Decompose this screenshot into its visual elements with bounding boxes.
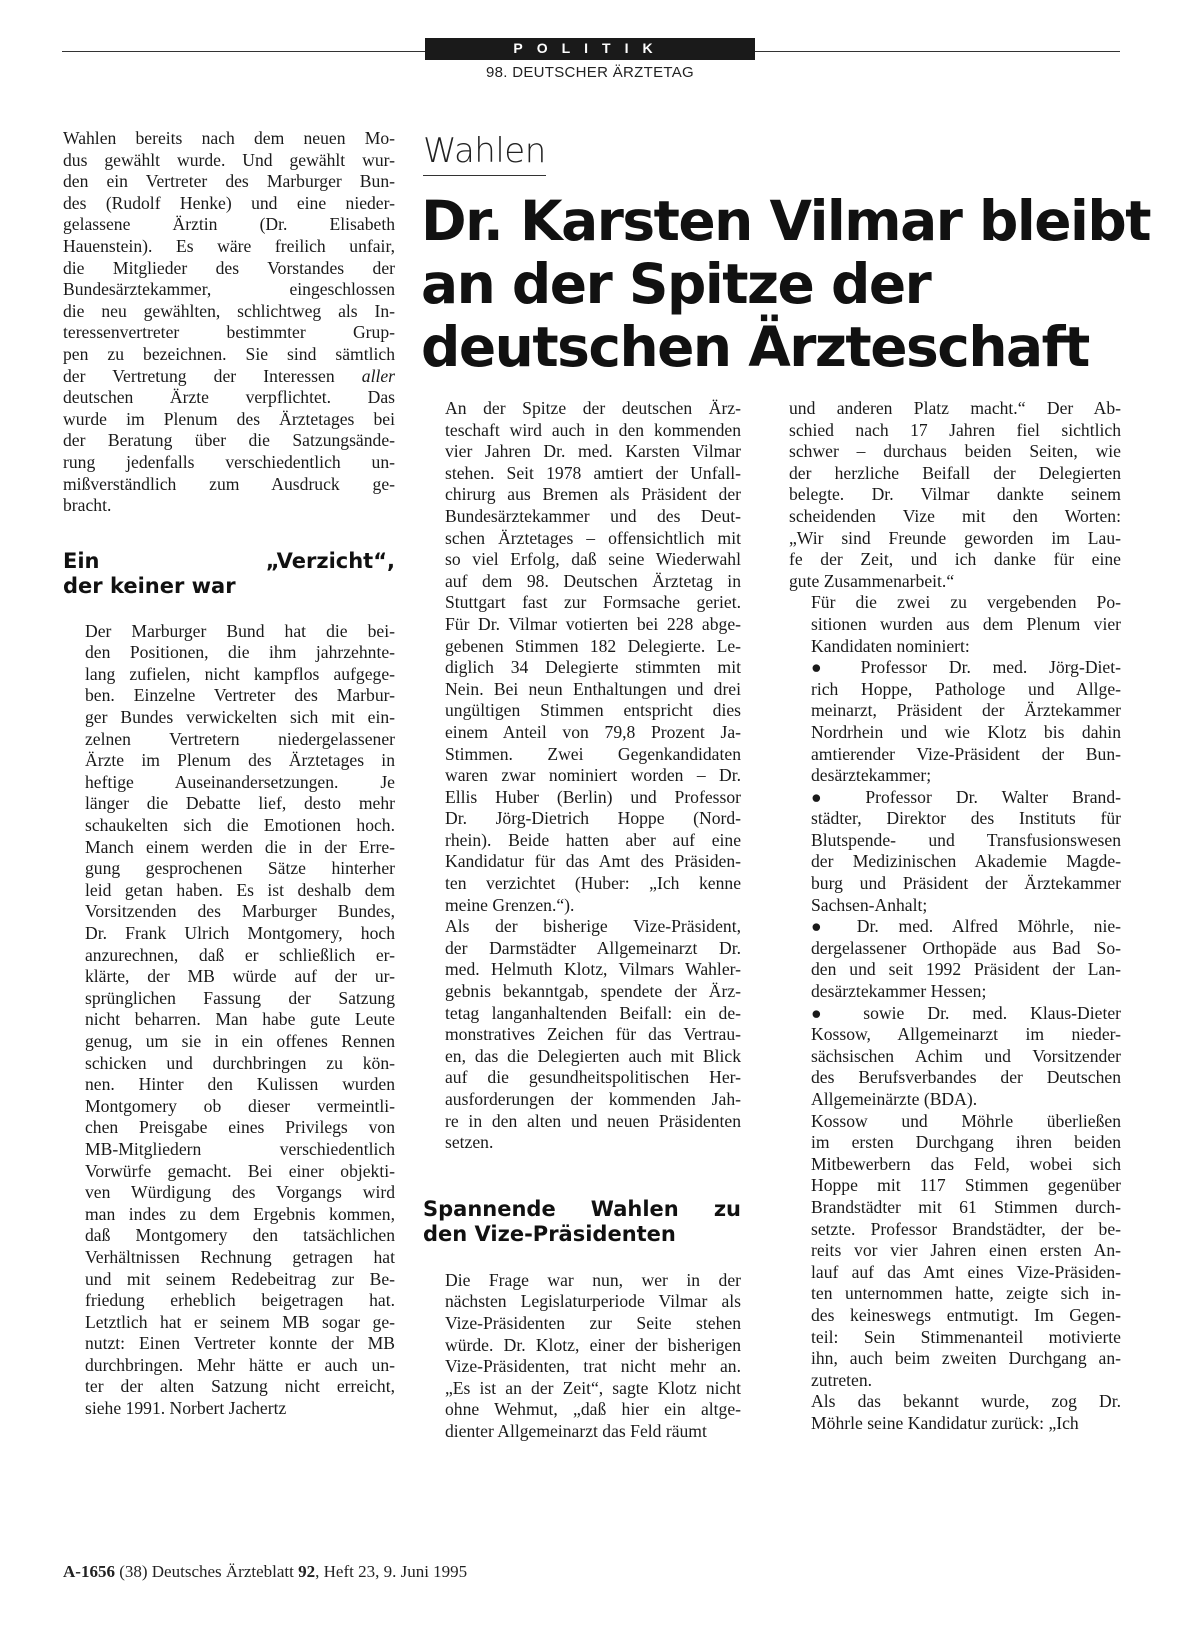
text-line: Als der bisherige Vize-Präsident, <box>445 916 741 937</box>
text-line: zelnen Vertretern niedergelassener <box>85 728 395 749</box>
text-line: der Darmstädter Allgemeinarzt Dr. <box>445 937 741 958</box>
text-line: durchbringen. Mehr hätte er auch un- <box>85 1354 395 1375</box>
text-line: re in den alten und neuen Präsidenten <box>445 1110 741 1131</box>
text-line: und mit seinem Redebeitrag zur Be- <box>85 1268 395 1289</box>
paragraph <box>789 1111 1121 1392</box>
text-line: anzurechnen, daß er schließlich er- <box>85 944 395 965</box>
text-line: setzte. Professor Brandstädter, der be- <box>811 1218 1121 1239</box>
text-line: reits vor vier Jahren einen ersten An- <box>811 1240 1121 1261</box>
text-line: Kossow und Möhrle überließen <box>811 1110 1121 1131</box>
paragraph <box>789 1391 1121 1434</box>
text-line: amtierender Vize-Präsident der Bun- <box>811 743 1121 764</box>
text-line: den ein Vertreter des Marburger Bun- <box>63 171 395 192</box>
text-line: Nordrhein und wie Klotz bis dahin <box>811 721 1121 742</box>
paragraph <box>789 592 1121 657</box>
text-line: rung jedenfalls verschiedentlich un- <box>63 451 395 472</box>
text-line: Ärzte im Plenum des Ärztetages in <box>85 750 395 771</box>
text-line: ter der alten Satzung nicht erreicht, <box>85 1376 395 1397</box>
text-line: sprünglichen Fassung der Satzung <box>85 987 395 1008</box>
text-line: Stuttgart fast zur Formsache geriet. <box>445 592 741 613</box>
text-line: Mitbewerbern das Feld, wobei sich <box>811 1153 1121 1174</box>
text-line: Die Frage war nun, wer in der <box>445 1269 741 1290</box>
text-line: Vize-Präsidenten, trat nicht mehr an. <box>445 1356 741 1377</box>
list-item <box>789 657 1121 787</box>
text-line: Möhrle seine Kandidatur zurück: „Ich <box>811 1412 1079 1433</box>
text-line: „Wir sind Freunde geworden im Lau- <box>789 527 1121 548</box>
text-line: Für die zwei zu vergebenden Po- <box>811 592 1121 613</box>
text-line: auf dem 98. Deutschen Ärztetag in <box>445 570 741 591</box>
text-line: Vize-Präsidenten zur Seite stehen <box>445 1312 741 1333</box>
text-column-2 <box>423 398 741 1443</box>
text-line: Kandidaten nominiert: <box>811 635 970 656</box>
text-column-3 <box>789 398 1121 1435</box>
text-line: schaukelten sich die Emotionen hoch. <box>85 815 395 836</box>
text-line: schen Ärztetages – offensichtlich mit <box>445 527 741 548</box>
text-line: Dr. Frank Ulrich Montgomery, hoch <box>85 923 395 943</box>
paragraph <box>63 128 395 517</box>
text-line: Ein „Verzicht“, <box>63 548 395 573</box>
text-line: meine Grenzen.“). <box>445 894 575 915</box>
text-line: der herzliche Beifall der Delegierten <box>789 462 1121 483</box>
text-line: siehe 1991. Norbert Jachertz <box>85 1398 287 1419</box>
section-subtitle: 98. DEUTSCHER ÄRZTETAG <box>485 64 695 81</box>
text-line: des (Rudolf Henke) und eine nieder- <box>63 192 395 213</box>
text-line: den und seit 1992 Präsident der Lan- <box>811 959 1121 980</box>
paragraph <box>63 621 395 1420</box>
paragraph <box>789 398 1121 592</box>
text-line: mißverständlich zum Ausdruck ge- <box>63 473 395 494</box>
text-line: nächsten Legislaturperiode Vilmar als <box>445 1291 741 1312</box>
text-line: med. Helmuth Klotz, Vilmars Wahler- <box>445 959 741 980</box>
list-item <box>789 1003 1121 1111</box>
text-line: die Mitglieder des Vorstandes der <box>63 257 395 278</box>
headline-line: deutschen Ärzteschaft <box>421 315 1089 379</box>
text-line: ger Bundes verwickelten sich mit ein- <box>85 707 395 728</box>
text-line: Für Dr. Vilmar votierten bei 228 abge- <box>445 613 741 634</box>
text-line: nutzt: Einen Vertreter konnte der MB <box>85 1333 395 1354</box>
text-line: waren zwar nominiert worden – Dr. <box>445 765 741 786</box>
text-line: den Vize-Präsidenten <box>423 1221 676 1246</box>
text-line: sächsischen Achim und Vorsitzender <box>811 1045 1121 1066</box>
text-line: ihn, auch beim zweiten Durchgang an- <box>811 1348 1121 1369</box>
text-line: scheidenden Vize mit den Worten: <box>789 505 1121 526</box>
text-line: Montgomery ob dieser vermeintli- <box>85 1095 395 1116</box>
text-line: fe der Zeit, und ich danke für eine <box>789 549 1121 570</box>
text-line: MB-Mitgliedern verschiedentlich <box>85 1138 395 1159</box>
text-line: chen Preisgabe eines Privilegs von <box>85 1117 395 1138</box>
issue-info: , Heft 23, 9. Juni 1995 <box>315 1562 468 1581</box>
text-line: tetag langanhaltenden Beifall: ein de- <box>445 1002 741 1023</box>
text-line: Blutspende- und Transfusionswesen <box>811 829 1121 850</box>
text-line: rhein). Beide hatten aber auf eine <box>445 829 741 850</box>
text-line: der Beratung über die Satzungsände- <box>63 430 395 451</box>
article-kicker: Wahlen <box>423 131 546 176</box>
text-line: lauf auf das Amt eines Vize-Präsiden- <box>811 1261 1121 1282</box>
text-line: sitionen wurden aus dem Plenum vier <box>811 613 1121 634</box>
text-line: der Medizinischen Akademie Magde- <box>811 851 1121 872</box>
text-line: desärztekammer Hessen; <box>811 981 987 1002</box>
page-code: A-1656 <box>63 1562 115 1581</box>
text-line: An der Spitze der deutschen Ärz- <box>445 398 741 418</box>
text-line: ● Professor Dr. med. Jörg-Diet- <box>811 657 1121 678</box>
text-line: daß Montgomery den tatsächlichen <box>85 1225 395 1246</box>
section-label: POLITIK <box>425 38 755 60</box>
text-line: dergelassener Orthopäde aus Bad So- <box>811 937 1121 958</box>
journal-volume: 92 <box>298 1562 316 1581</box>
text-line: meinarzt, Präsident der Ärztekammer <box>811 700 1121 721</box>
text-line: schicken und durchbringen zu kön- <box>85 1052 395 1073</box>
text-line: setzen. <box>445 1132 494 1153</box>
text-line: einem Anteil von 79,8 Prozent Ja- <box>445 721 741 742</box>
text-line: Kossow, Allgemeinarzt im nieder- <box>811 1024 1121 1045</box>
text-line: Vorwürfe gemacht. Bei einer objekti- <box>85 1160 395 1181</box>
text-line: desärztekammer; <box>811 765 932 786</box>
text-line: teressenvertreter bestimmter Grup- <box>63 322 395 343</box>
paragraph <box>423 1270 741 1443</box>
text-line: länger die Debatte lief, desto mehr <box>85 793 395 814</box>
text-line: lang zufielen, nicht kampflos aufgege- <box>85 663 395 684</box>
text-line: wurde im Plenum des Ärztetages bei <box>63 408 395 429</box>
text-line: Spannende Wahlen zu <box>423 1196 741 1221</box>
paragraph <box>423 398 741 916</box>
text-line: zutreten. <box>811 1369 873 1390</box>
text-line: ben. Einzelne Vertreter des Marbur- <box>85 685 395 706</box>
text-line: pen zu bezeichnen. Sie sind sämtlich <box>63 343 395 364</box>
text-line: Kandidatur für das Amt des Präsiden- <box>445 851 741 872</box>
text-line: deutschen Ärzte verpflichtet. Das <box>63 387 395 408</box>
text-line: städter, Direktor des Instituts für <box>811 808 1121 829</box>
text-line: teschaft wird auch in den kommenden <box>445 419 741 440</box>
text-line: des Berufsverbandes der Deutschen <box>811 1067 1121 1088</box>
text-line: Der Marburger Bund hat die bei- <box>85 620 395 641</box>
text-line: ● sowie Dr. med. Klaus-Dieter <box>811 1002 1121 1023</box>
text-line: gung gesprochenen Sätze hinterher <box>85 858 395 879</box>
text-line: Manch einem werden die in der Erre- <box>85 836 395 857</box>
text-line: klärte, der MB würde auf der ur- <box>85 966 395 987</box>
text-line: ten verzichtet (Huber: „Ich kenne <box>445 873 741 894</box>
subheading <box>423 1197 741 1247</box>
text-line: die neu gewählten, schlichtweg als In- <box>63 300 395 321</box>
text-line: Verhältnissen Rechnung getragen hat <box>85 1246 395 1267</box>
text-line: nicht beharren. Man habe gute Leute <box>85 1009 395 1030</box>
text-line: so viel Erfolg, daß seine Wiederwahl <box>445 549 741 570</box>
list-item <box>789 916 1121 1002</box>
text-line: Bundesärztekammer und des Deut- <box>445 505 741 526</box>
text-line: Stimmen. Zwei Gegenkandidaten <box>445 743 741 764</box>
text-line: nen. Hinter den Kulissen wurden <box>85 1074 395 1095</box>
text-line: würde. Dr. Klotz, einer der bisherigen <box>445 1334 741 1355</box>
text-line: Wahlen bereits nach dem neuen Mo- <box>63 128 395 148</box>
text-line: genug, um sie in ein offenes Rennen <box>85 1030 395 1051</box>
text-line: Bundesärztekammer, eingeschlossen <box>63 279 395 300</box>
text-line: burg und Präsident der Ärztekammer <box>811 873 1121 894</box>
text-line: gute Zusammenarbeit.“ <box>789 570 955 591</box>
text-line: im ersten Durchgang ihren beiden <box>811 1132 1121 1153</box>
text-line: chirurg aus Bremen als Präsident der <box>445 484 741 505</box>
text-line: Brandstädter mit 61 Stimmen durch- <box>811 1196 1121 1217</box>
text-line: auf die gesundheitspolitischen Her- <box>445 1067 741 1088</box>
text-line: heftige Auseinandersetzungen. Je <box>85 771 395 792</box>
text-line: des keineswegs entmutigt. Im Gegen- <box>811 1304 1121 1325</box>
text-line: Hauenstein). Es wäre freilich unfair, <box>63 235 395 256</box>
text-line: dus gewählt wurde. Und gewählt wur- <box>63 149 395 170</box>
text-line: ten unternommen hatte, zeigte sich in- <box>811 1283 1121 1304</box>
list-item <box>789 787 1121 917</box>
page-number: (38) <box>119 1562 148 1581</box>
text-line: ungültigen Stimmen entspricht dies <box>445 700 741 721</box>
paragraph <box>423 916 741 1154</box>
text-line: gebnis bekanntgab, spendete der Ärz- <box>445 981 741 1002</box>
text-line: ven Würdigung des Vorgangs wird <box>85 1182 395 1203</box>
text-column-1 <box>63 128 395 1420</box>
text-line: der Vertretung der Interessen aller <box>63 365 395 386</box>
text-line: teil: Sein Stimmenanteil motivierte <box>811 1326 1121 1347</box>
text-line: man indes zu dem Ergebnis kommen, <box>85 1203 395 1224</box>
journal-name: Deutsches Ärzteblatt <box>151 1562 294 1581</box>
text-line: ● Professor Dr. Walter Brand- <box>811 786 1121 807</box>
text-line: Dr. Jörg-Dietrich Hoppe (Nord- <box>445 808 741 829</box>
text-line: Letztlich hat er seinem MB sogar ge- <box>85 1311 395 1332</box>
text-line: en, das die Delegierten auch mit Blick <box>445 1045 741 1066</box>
subheading <box>63 549 395 599</box>
page-footer <box>63 1562 467 1582</box>
text-line: den Positionen, die ihm jahrzehnte- <box>85 642 395 663</box>
text-line: Allgemeinärzte (BDA). <box>811 1089 978 1109</box>
text-line: ohne Wehmut, „daß hier ein altge- <box>445 1399 741 1420</box>
text-line: Nein. Bei neun Enthaltungen und drei <box>445 678 741 699</box>
text-line: diglich 34 Delegierte stimmten mit <box>445 657 741 678</box>
text-line: dienter Allgemeinarzt das Feld räumt <box>445 1420 707 1441</box>
text-line: vier Jahren Dr. med. Karsten Vilmar <box>445 441 741 462</box>
text-line: Sachsen-Anhalt; <box>811 894 928 915</box>
text-line: „Es ist an der Zeit“, sagte Klotz nicht <box>445 1377 741 1398</box>
headline-line: Dr. Karsten Vilmar bleibt <box>421 189 1151 253</box>
text-line: stehen. Seit 1978 amtiert der Unfall- <box>445 462 741 483</box>
text-line: schwer – durchaus beiden Seiten, wie <box>789 441 1121 462</box>
text-line: friedung erheblich beigetragen hat. <box>85 1290 395 1311</box>
headline-line: an der Spitze der <box>421 252 931 316</box>
text-line: Hoppe mit 117 Stimmen gegenüber <box>811 1175 1121 1196</box>
text-line: der keiner war <box>63 573 236 598</box>
text-line: bracht. <box>63 495 112 516</box>
text-line: Vorsitzenden des Marburger Bundes, <box>85 901 395 922</box>
text-line: ● Dr. med. Alfred Möhrle, nie- <box>811 916 1121 937</box>
text-line: belegte. Dr. Vilmar dankte seinem <box>789 484 1121 505</box>
text-line: gelassene Ärztin (Dr. Elisabeth <box>63 214 395 235</box>
text-line: Als das bekannt wurde, zog Dr. <box>811 1391 1121 1412</box>
text-line: Ellis Huber (Berlin) und Professor <box>445 786 741 807</box>
text-line: rich Hoppe, Pathologe und Allge- <box>811 678 1121 699</box>
text-line: schied nach 17 Jahren fiel sichtlich <box>789 419 1121 440</box>
article-headline <box>421 189 1151 379</box>
text-line: gebenen Stimmen 182 Delegierte. Le- <box>445 635 741 656</box>
text-line: ausforderungen der kommenden Jah- <box>445 1089 741 1109</box>
text-line: monstratives Zeichen für das Vertrau- <box>445 1024 741 1045</box>
text-line: und anderen Platz macht.“ Der Ab- <box>789 398 1121 418</box>
text-line: leid getan haben. Es ist deshalb dem <box>85 879 395 900</box>
